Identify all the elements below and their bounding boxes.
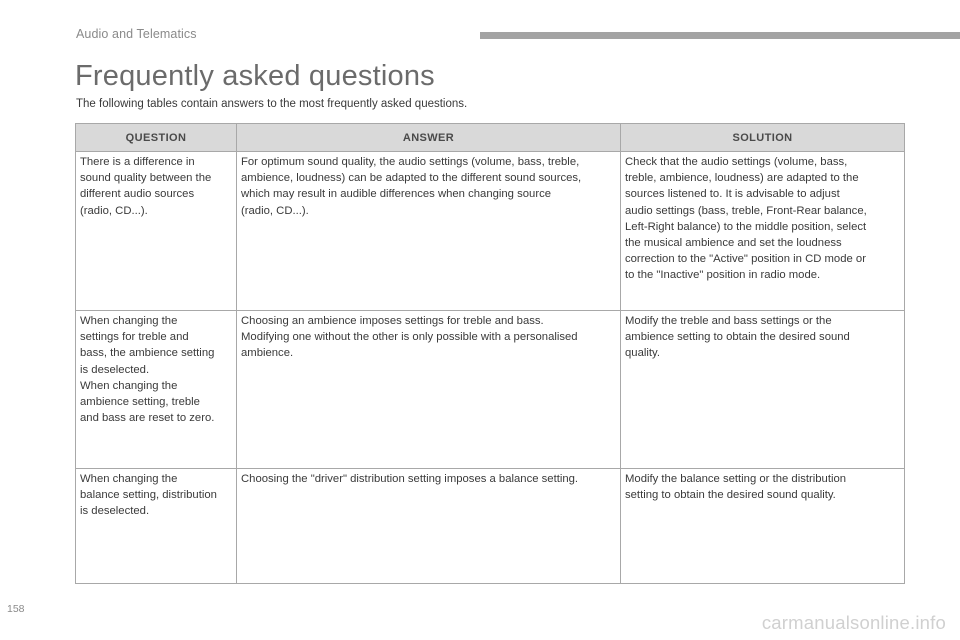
solution-cell: Check that the audio settings (volume, bass, treble, ambience, loudness) are adapted to the sources listened to. It is advisable to adjust audio settings (bass, treble, Front-Rear balance, Left-Right balance) to the middle position, select the musical ambience and set the loudness correction to the "Active" position in CD mode or to the "Inactive" position in radio mode. [621, 152, 905, 311]
answer-cell: For optimum sound quality, the audio settings (volume, bass, treble, ambience, loudness) can be adapted to the different sound sources, which may result in audible differences when changing source (radio, CD...). [237, 152, 621, 311]
table-header-row [76, 124, 905, 152]
table-row [76, 469, 905, 584]
header-bar [480, 32, 960, 39]
answer-cell: Choosing an ambience imposes settings for treble and bass. Modifying one without the other is only possible with a personalised ambience. [237, 311, 621, 469]
column-header-solution: SOLUTION [621, 124, 905, 152]
answer-cell: Choosing the "driver" distribution setting imposes a balance setting. [237, 469, 621, 584]
section-header: Audio and Telematics [76, 27, 197, 41]
table-row [76, 311, 905, 469]
table-row [76, 152, 905, 311]
faq-table [75, 123, 905, 584]
question-cell: There is a difference in sound quality between the different audio sources (radio, CD...). [76, 152, 237, 311]
page-title: Frequently asked questions [75, 60, 435, 92]
question-cell: When changing the balance setting, distribution is deselected. [76, 469, 237, 584]
column-header-question: QUESTION [76, 124, 237, 152]
page-number: 158 [7, 603, 25, 615]
watermark: carmanualsonline.info [761, 612, 946, 633]
intro-text: The following tables contain answers to the most frequently asked questions. [76, 98, 468, 110]
column-header-answer: ANSWER [237, 124, 621, 152]
solution-cell: Modify the treble and bass settings or the ambience setting to obtain the desired sound quality. [621, 311, 905, 469]
solution-cell: Modify the balance setting or the distribution setting to obtain the desired sound quality. [621, 469, 905, 584]
question-cell: When changing the settings for treble and bass, the ambience setting is deselected. When changing the ambience setting, treble and bass are reset to zero. [76, 311, 237, 469]
